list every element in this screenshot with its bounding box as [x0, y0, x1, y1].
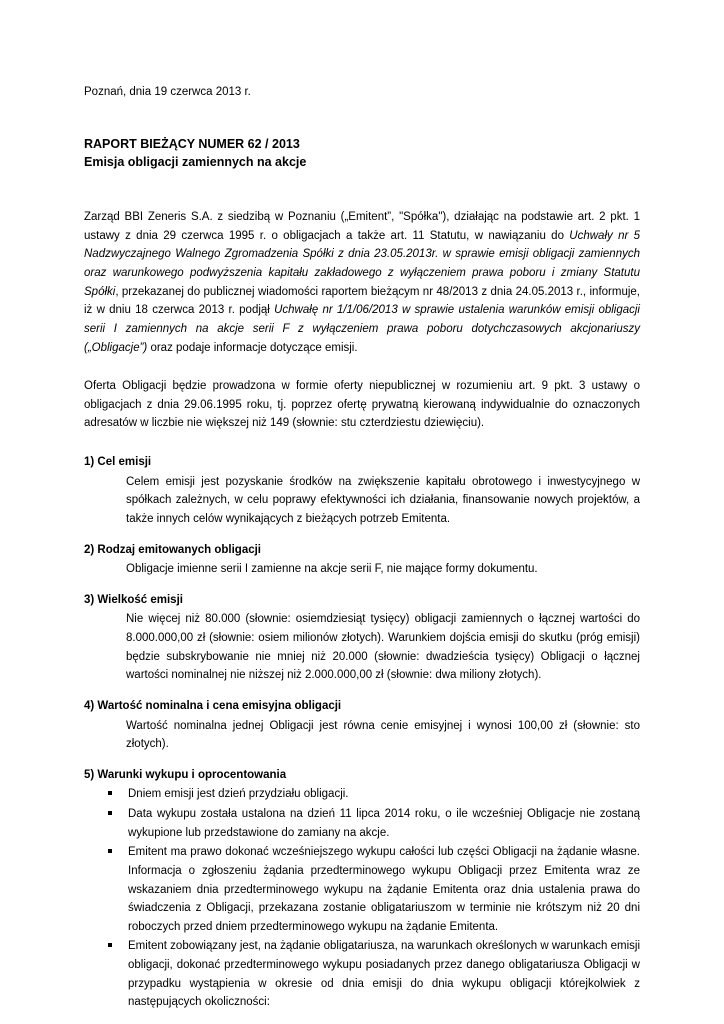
section-1-title: 1) Cel emisji: [84, 456, 152, 469]
offer-paragraph: Oferta Obligacji będzie prowadzona w formie oferty niepublicznej w rozumieniu art. 9 pkt. 3 ustawy o obligacjach z dnia 29.06.1995 roku, tj. poprzez ofertę prywatną kierowaną indywidualnie do oznaczonych adresatów w liczbie nie większej niż 149 (słownie: stu czterdziestu dziewięciu).: [84, 380, 640, 430]
list-item: [106, 843, 640, 936]
list-item-text: Data wykupu została ustalona na dzień 11 lipca 2014 roku, o ile wcześniej Obligacje nie zostaną wykupione lub przedstawione do zamiany na akcje.: [128, 808, 640, 839]
section-3-body: Nie więcej niż 80.000 (słownie: osiemdziesiąt tysięcy) obligacji zamiennych o łącznej wartości do 8.000.000,00 zł (słownie: osiem milionów złotych). Warunkiem dojścia emisji do skutku (próg emisji) będzie subskrybowanie nie mniej niż 20.000 (słownie: dwadzieścia tysięcy) Obligacji o łącznej wartości nominalnej nie niższej niż 2.000.000,00 zł (słownie: dwa miliony złotych).: [126, 613, 640, 682]
date-line: Poznań, dnia 19 czerwca 2013 r.: [84, 86, 251, 98]
section-3: [84, 591, 640, 685]
intro-part-2: , przekazanej do publicznej wiadomości raportem bieżącym nr 48/2013 z dnia 24.05.2013 r., informuje, iż w dniu 18 czerwca 2013 r. podjął: [84, 285, 640, 317]
section-3-title: 3) Wielkość emisji: [84, 593, 183, 606]
section-2-title: 2) Rodzaj emitowanych obligacji: [84, 543, 262, 556]
intro-part-3: oraz podaje informacje dotyczące emisji.: [147, 341, 358, 354]
section-1-body: Celem emisji jest pozyskanie środków na zwiększenie kapitału obrotowego i inwestycyjnego w spółkach zależnych, w celu poprawy efektywności ich działania, finansowanie nowych projektów, a także innych celów wynikających z bieżących potrzeb Emitenta.: [126, 475, 640, 525]
section-5-title: 5) Warunki wykupu i oprocentowania: [84, 768, 287, 781]
report-title-line-2: Emisja obligacji zamiennych na akcje: [84, 155, 307, 170]
list-item-text: Emitent ma prawo dokonać wcześniejszego wykupu całości lub części Obligacji na żądanie własne. Informacja o zgłoszeniu żądania przedterminowego wykupu Obligacji przez Emitenta wraz ze wskazaniem dnia przedterminowego wykupu na żądanie Emitenta oraz dnia ustalenia prawa do świadczenia z Obligacji, przekazana zostanie obligatariuszom w terminie nie krótszym niż 20 dni roboczych przed dniem przedterminowego wykupu na żądanie Emitenta.: [128, 846, 640, 933]
list-item: [106, 937, 640, 1012]
bullet-square-icon: [108, 849, 112, 853]
bullet-square-icon: [108, 791, 112, 795]
list-item: [106, 805, 640, 842]
report-title-line-1: RAPORT BIEŻĄCY NUMER 62 / 2013: [84, 136, 300, 151]
section-2: [84, 541, 640, 579]
bullet-square-icon: [108, 943, 112, 947]
section-2-body: Obligacje imienne serii I zamienne na akcje serii F, nie mające formy dokumentu.: [126, 563, 538, 576]
section-1: [84, 453, 640, 529]
section-5-bullet-list: [106, 785, 640, 1012]
intro-part-1: Zarząd BBI Zeneris S.A. z siedzibą w Poznaniu („Emitent”, "Spółka"), działając na podstawie art. 2 pkt. 1 ustawy z dnia 29 czerwca 1995 r. o obligacjach a także art. 11 Statutu, w nawiązaniu do: [84, 211, 640, 242]
section-4: [84, 697, 640, 754]
section-4-title: 4) Wartość nominalna i cena emisyjna obligacji: [84, 699, 342, 712]
report-title: [84, 135, 640, 173]
bullet-square-icon: [108, 811, 112, 815]
intro-italic-1: Uchwały nr 5 Nadzwyczajnego Walnego Zgromadzenia Spółki z dnia 23.05.2013r. w sprawie emisji obligacji zamiennych oraz warunkowego podwyższenia kapitału zakładowego z wyłączeniem prawa poboru i zmiany Statutu Spółki: [84, 229, 641, 298]
section-5: [84, 766, 640, 1012]
intro-paragraph: [84, 208, 640, 357]
list-item-text: Dniem emisji jest dzień przydziału obligacji.: [128, 788, 349, 801]
section-4-body: Wartość nominalna jednej Obligacji jest równa cenie emisyjnej i wynosi 100,00 zł (słownie: sto złotych).: [126, 719, 640, 751]
document-content: [84, 84, 640, 1014]
intro-italic-2: Uchwałę nr 1/1/06/2013 w sprawie ustalenia warunków emisji obligacji serii I zamiennych na akcje serii F z wyłączeniem prawa poboru dotychczasowych akcjonariuszy („Obligacje”): [84, 304, 640, 354]
list-item-text: Emitent zobowiązany jest, na żądanie obligatariusza, na warunkach określonych w warunkach emisji obligacji, dokonać przedterminowego wykupu posiadanych przez danego obligatariusza Obligacji w przypadku wystąpienia w okresie od dnia emisji do dnia wykupu obligacji którejkolwiek z następujących okoliczności:: [128, 940, 641, 1009]
list-item: [106, 785, 640, 804]
